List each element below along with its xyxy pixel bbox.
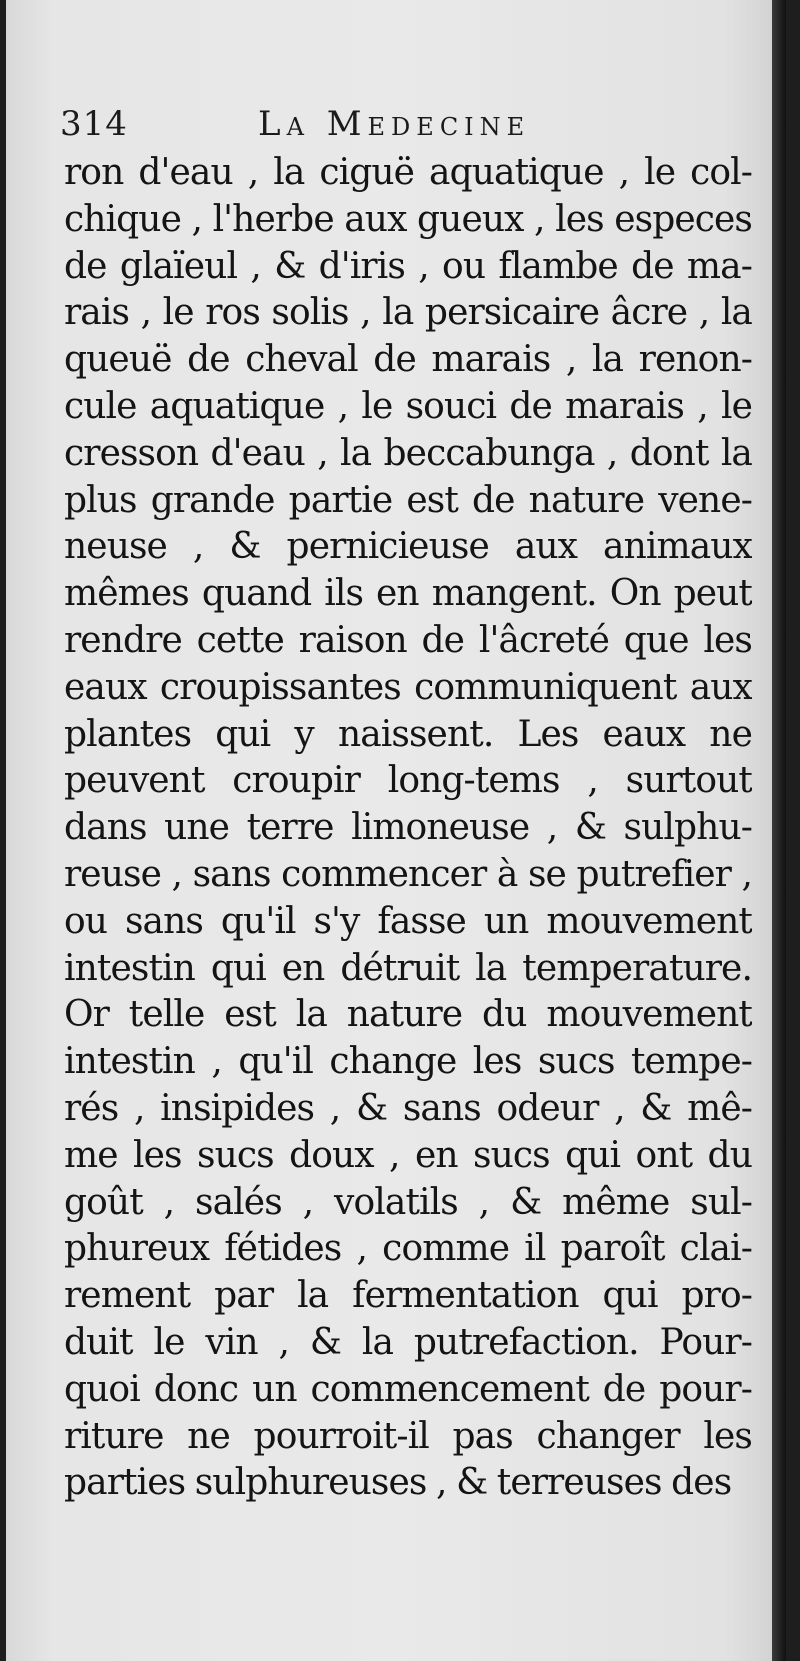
text-line: de glaïeul , & d'iris , ou flambe de ma- <box>64 245 752 287</box>
text-line: ou sans qu'il s'y fasse un mouvement <box>64 900 752 942</box>
text-line: eaux croupissantes communiquent aux <box>64 666 752 708</box>
text-line: duit le vin , & la putrefaction. Pour- <box>64 1321 752 1363</box>
text-line: me les sucs doux , en sucs qui ont du <box>64 1134 752 1176</box>
text-line: cresson d'eau , la beccabunga , dont la <box>64 432 752 474</box>
text-line: parties sulphureuses , & terreuses des <box>64 1462 732 1504</box>
text-line: plus grande partie est de nature vene- <box>64 479 752 521</box>
text-line: rés , insipides , & sans odeur , & mê- <box>64 1087 752 1129</box>
text-line: quoi donc un commencement de pour- <box>64 1368 752 1410</box>
text-line: riture ne pourroit-il pas changer les <box>64 1415 752 1457</box>
page-edge-shadow <box>772 0 786 1661</box>
text-line: plantes qui y naissent. Les eaux ne <box>64 713 752 755</box>
text-line: phureux fétides , comme il paroît clai- <box>64 1228 752 1270</box>
text-line: goût , salés , volatils , & même sul- <box>64 1181 752 1223</box>
book-page <box>6 0 786 1661</box>
text-line: rendre cette raison de l'âcreté que les <box>64 619 752 661</box>
text-line: intestin , qu'il change les sucs tempe- <box>64 1041 752 1083</box>
page-number: 314 <box>60 104 128 144</box>
text-line: intestin qui en détruit la temperature. <box>64 947 752 989</box>
text-line: neuse , & pernicieuse aux animaux <box>64 526 752 568</box>
text-line: reuse , sans commencer à se putrefier , <box>64 853 752 895</box>
text-line: Or telle est la nature du mouvement <box>64 994 752 1036</box>
running-title: La Medecine <box>258 104 531 144</box>
text-line: mêmes quand ils en mangent. On peut <box>64 573 752 615</box>
text-line: rais , le ros solis , la persicaire âcre , la <box>64 292 752 334</box>
text-line: rement par la fermentation qui pro- <box>64 1275 752 1317</box>
text-line: queuë de cheval de marais , la renon- <box>64 339 752 381</box>
text-line: peuvent croupir long-tems , surtout <box>64 760 752 802</box>
text-line: ron d'eau , la ciguë aquatique , le col- <box>64 152 752 193</box>
text-line: chique , l'herbe aux gueux , les especes <box>64 198 752 240</box>
body-text <box>64 150 752 1507</box>
running-head <box>60 104 760 152</box>
text-line: dans une terre limoneuse , & sulphu- <box>64 807 752 849</box>
text-line: cule aquatique , le souci de marais , le <box>64 385 752 427</box>
